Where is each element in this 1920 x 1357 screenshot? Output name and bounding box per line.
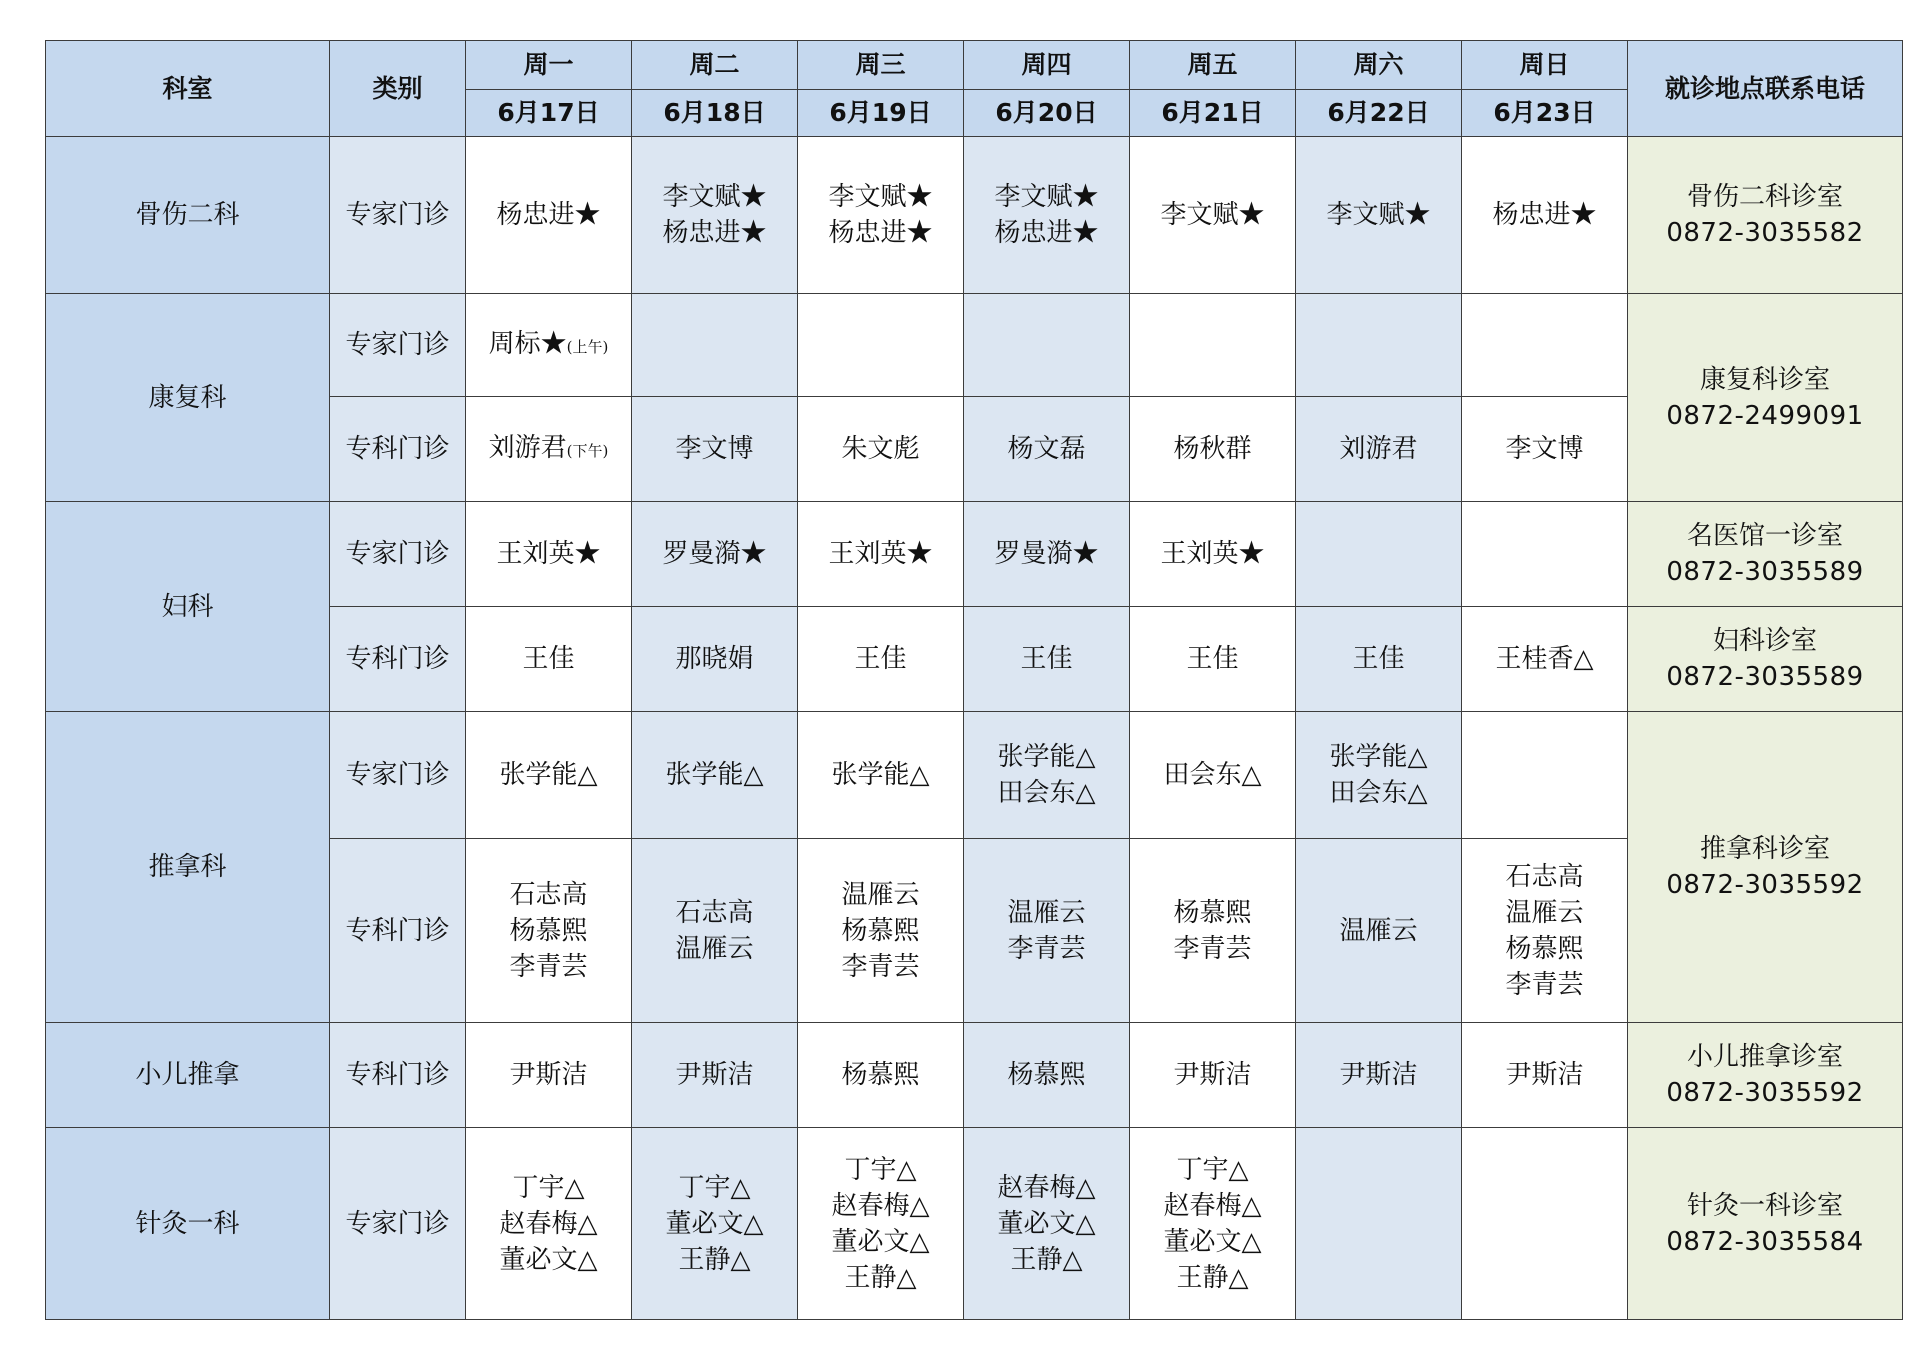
schedule-cell [632, 1128, 798, 1320]
schedule-cell: 尹斯洁 [632, 1023, 798, 1128]
doctor-name: 董必文△ [665, 1208, 764, 1239]
schedule-cell [1130, 1128, 1296, 1320]
schedule-cell [1130, 137, 1296, 294]
schedule-cell [632, 294, 798, 397]
dept-name: 妇科 [46, 502, 330, 712]
doctor-name: 石志高 [675, 897, 754, 928]
row-fuke-expert [46, 502, 1903, 607]
schedule-cell [1130, 294, 1296, 397]
schedule-cell [1130, 839, 1296, 1023]
dept-name: 康复科 [46, 294, 330, 502]
schedule-cell [466, 397, 632, 502]
header-date: 6月17日 [466, 90, 632, 137]
doctor-name: 丁宇△ [1176, 1154, 1249, 1185]
schedule-cell [1462, 502, 1628, 607]
header-date: 6月18日 [632, 90, 798, 137]
header-weekday: 周一 [466, 41, 632, 90]
header-category: 类别 [330, 41, 466, 137]
schedule-cell: 王刘英★ [1130, 502, 1296, 607]
location-cell [1628, 137, 1903, 294]
location-phone: 0872-3035589 [1666, 662, 1864, 692]
doctor-name: 杨忠进★ [828, 218, 933, 248]
doctor-name: 温雁云 [675, 933, 754, 964]
location-name: 骨伤二科诊室 [1686, 182, 1843, 212]
doctor-name: 杨忠进★ [662, 218, 767, 248]
schedule-cell [1462, 712, 1628, 839]
location-cell [1628, 1128, 1903, 1320]
schedule-cell: 尹斯洁 [466, 1023, 632, 1128]
doctor-name: 张学能△ [1329, 742, 1428, 772]
header-weekday: 周三 [798, 41, 964, 90]
schedule-cell: 那晓娟 [632, 607, 798, 712]
doctor-name: 王静△ [1176, 1262, 1249, 1293]
location-phone: 0872-3035592 [1666, 870, 1864, 900]
schedule-cell: 王佳 [466, 607, 632, 712]
doctor-name: 王静△ [844, 1262, 917, 1293]
schedule-cell [798, 137, 964, 294]
row-zhenjiu-expert [46, 1128, 1903, 1320]
location-name: 妇科诊室 [1712, 626, 1817, 656]
doctor-name: 张学能△ [499, 760, 598, 790]
header-row-weekdays [46, 41, 1903, 90]
schedule-cell [466, 294, 632, 397]
location-cell [1628, 502, 1903, 607]
doctor-name: 温雁云 [1339, 915, 1418, 946]
doctor-name: 董必文△ [1163, 1226, 1262, 1257]
schedule-cell [964, 712, 1130, 839]
doctor-name: 丁宇△ [678, 1172, 751, 1203]
schedule-cell [964, 294, 1130, 397]
doctor-name: 丁宇△ [512, 1172, 585, 1203]
doctor-name: 杨慕熙 [841, 915, 920, 946]
row-tuina-expert [46, 712, 1903, 839]
row-kangfu-expert [46, 294, 1903, 397]
schedule-cell: 尹斯洁 [1130, 1023, 1296, 1128]
doctor-name: 田会东△ [997, 778, 1096, 808]
schedule-cell [1130, 712, 1296, 839]
schedule-cell [466, 137, 632, 294]
schedule-cell [1462, 839, 1628, 1023]
schedule-cell: 王刘英★ [466, 502, 632, 607]
schedule-cell [964, 137, 1130, 294]
header-weekday: 周五 [1130, 41, 1296, 90]
doctor-name: 温雁云 [1505, 897, 1584, 928]
time-note: (上午) [566, 337, 609, 356]
schedule-cell [1462, 294, 1628, 397]
doctor-name: 李青芸 [841, 951, 920, 982]
doctor-name: 石志高 [509, 879, 588, 910]
doctor-name: 张学能△ [831, 760, 930, 790]
header-weekday: 周二 [632, 41, 798, 90]
doctor-name: 周标★ [488, 328, 567, 359]
schedule-cell [798, 712, 964, 839]
schedule-cell: 刘游君 [1296, 397, 1462, 502]
category-label: 专家门诊 [330, 294, 466, 397]
schedule-cell [1296, 137, 1462, 294]
dept-name: 针灸一科 [46, 1128, 330, 1320]
doctor-name: 董必文△ [997, 1208, 1096, 1239]
schedule-cell: 尹斯洁 [1296, 1023, 1462, 1128]
doctor-name: 李文赋★ [994, 182, 1099, 212]
category-label: 专家门诊 [330, 1128, 466, 1320]
schedule-cell [1462, 137, 1628, 294]
doctor-name: 张学能△ [665, 760, 764, 790]
doctor-name: 赵春梅△ [499, 1208, 598, 1239]
location-phone: 0872-3035589 [1666, 557, 1864, 587]
schedule-cell [798, 1128, 964, 1320]
doctor-name: 王静△ [678, 1244, 751, 1275]
schedule-cell [466, 1128, 632, 1320]
doctor-name: 李文赋★ [828, 182, 933, 212]
doctor-name: 杨慕熙 [1173, 897, 1252, 928]
schedule-cell [466, 839, 632, 1023]
header-location: 就诊地点联系电话 [1628, 41, 1903, 137]
doctor-name: 李青芸 [1505, 969, 1584, 1000]
schedule-cell [632, 137, 798, 294]
schedule-cell [964, 1128, 1130, 1320]
schedule-cell [964, 839, 1130, 1023]
location-cell [1628, 294, 1903, 502]
location-phone: 0872-2499091 [1666, 400, 1864, 431]
doctor-name: 李文赋★ [1326, 200, 1431, 230]
header-date: 6月21日 [1130, 90, 1296, 137]
doctor-name: 李文赋★ [1160, 200, 1265, 230]
schedule-cell: 罗曼漪★ [964, 502, 1130, 607]
doctor-name: 董必文△ [831, 1226, 930, 1257]
doctor-name: 李文赋★ [662, 182, 767, 212]
location-name: 名医馆一诊室 [1686, 521, 1843, 551]
schedule-cell: 杨慕熙 [964, 1023, 1130, 1128]
doctor-name: 杨忠进★ [994, 218, 1099, 248]
doctor-name: 石志高 [1505, 861, 1584, 892]
location-name: 康复科诊室 [1699, 364, 1830, 395]
schedule-cell: 王佳 [1130, 607, 1296, 712]
header-dept: 科室 [46, 41, 330, 137]
schedule-cell: 李文博 [1462, 397, 1628, 502]
doctor-name: 刘游君 [488, 432, 567, 463]
category-label: 专科门诊 [330, 397, 466, 502]
doctor-name: 杨慕熙 [509, 915, 588, 946]
doctor-name: 温雁云 [841, 879, 920, 910]
header-weekday: 周四 [964, 41, 1130, 90]
doctor-name: 丁宇△ [844, 1154, 917, 1185]
header-date: 6月23日 [1462, 90, 1628, 137]
schedule-cell: 罗曼漪★ [632, 502, 798, 607]
schedule-cell [1296, 502, 1462, 607]
schedule-cell [1296, 294, 1462, 397]
schedule-cell: 杨文磊 [964, 397, 1130, 502]
schedule-cell: 王佳 [1296, 607, 1462, 712]
schedule-cell: 杨秋群 [1130, 397, 1296, 502]
doctor-name: 田会东△ [1163, 760, 1262, 790]
doctor-name: 田会东△ [1329, 778, 1428, 808]
schedule-cell [1462, 1128, 1628, 1320]
doctor-name: 杨忠进★ [496, 200, 601, 230]
doctor-name: 董必文△ [499, 1244, 598, 1275]
schedule-table [45, 40, 1903, 1320]
location-name: 小儿推拿诊室 [1686, 1042, 1843, 1072]
time-note: (下午) [566, 441, 609, 460]
doctor-name: 李青芸 [509, 951, 588, 982]
schedule-cell [798, 839, 964, 1023]
category-label: 专科门诊 [330, 1023, 466, 1128]
schedule-cell [632, 712, 798, 839]
row-xiaoer-special [46, 1023, 1903, 1128]
doctor-name: 王静△ [1010, 1244, 1083, 1275]
category-label: 专家门诊 [330, 502, 466, 607]
header-weekday: 周六 [1296, 41, 1462, 90]
doctor-name: 杨忠进★ [1492, 200, 1597, 230]
location-cell [1628, 712, 1903, 1023]
doctor-name: 张学能△ [997, 742, 1096, 772]
doctor-name: 赵春梅△ [1163, 1190, 1262, 1221]
schedule-cell [1296, 1128, 1462, 1320]
location-name: 针灸一科诊室 [1686, 1190, 1843, 1221]
schedule-cell [632, 839, 798, 1023]
category-label: 专家门诊 [330, 712, 466, 839]
dept-name: 骨伤二科 [46, 137, 330, 294]
category-label: 专科门诊 [330, 607, 466, 712]
location-cell [1628, 1023, 1903, 1128]
schedule-cell [1296, 839, 1462, 1023]
doctor-name: 温雁云 [1007, 897, 1086, 928]
doctor-name: 杨慕熙 [1505, 933, 1584, 964]
category-label: 专科门诊 [330, 839, 466, 1023]
location-cell [1628, 607, 1903, 712]
header-weekday: 周日 [1462, 41, 1628, 90]
location-phone: 0872-3035582 [1666, 218, 1864, 248]
doctor-name: 赵春梅△ [997, 1172, 1096, 1203]
header-date: 6月22日 [1296, 90, 1462, 137]
row-gushang-expert [46, 137, 1903, 294]
location-phone: 0872-3035592 [1666, 1078, 1864, 1108]
schedule-cell: 王刘英★ [798, 502, 964, 607]
schedule-cell [466, 712, 632, 839]
doctor-name: 赵春梅△ [831, 1190, 930, 1221]
location-phone: 0872-3035584 [1666, 1226, 1864, 1257]
location-name: 推拿科诊室 [1699, 834, 1830, 864]
schedule-cell: 尹斯洁 [1462, 1023, 1628, 1128]
schedule-cell: 王佳 [964, 607, 1130, 712]
dept-name: 推拿科 [46, 712, 330, 1023]
category-label: 专家门诊 [330, 137, 466, 294]
schedule-cell: 王桂香△ [1462, 607, 1628, 712]
doctor-name: 李青芸 [1173, 933, 1252, 964]
schedule-cell [798, 294, 964, 397]
schedule-cell [1296, 712, 1462, 839]
schedule-cell: 杨慕熙 [798, 1023, 964, 1128]
schedule-cell: 李文博 [632, 397, 798, 502]
header-date: 6月20日 [964, 90, 1130, 137]
dept-name: 小儿推拿 [46, 1023, 330, 1128]
schedule-cell: 王佳 [798, 607, 964, 712]
doctor-name: 李青芸 [1007, 933, 1086, 964]
header-date: 6月19日 [798, 90, 964, 137]
schedule-cell: 朱文彪 [798, 397, 964, 502]
